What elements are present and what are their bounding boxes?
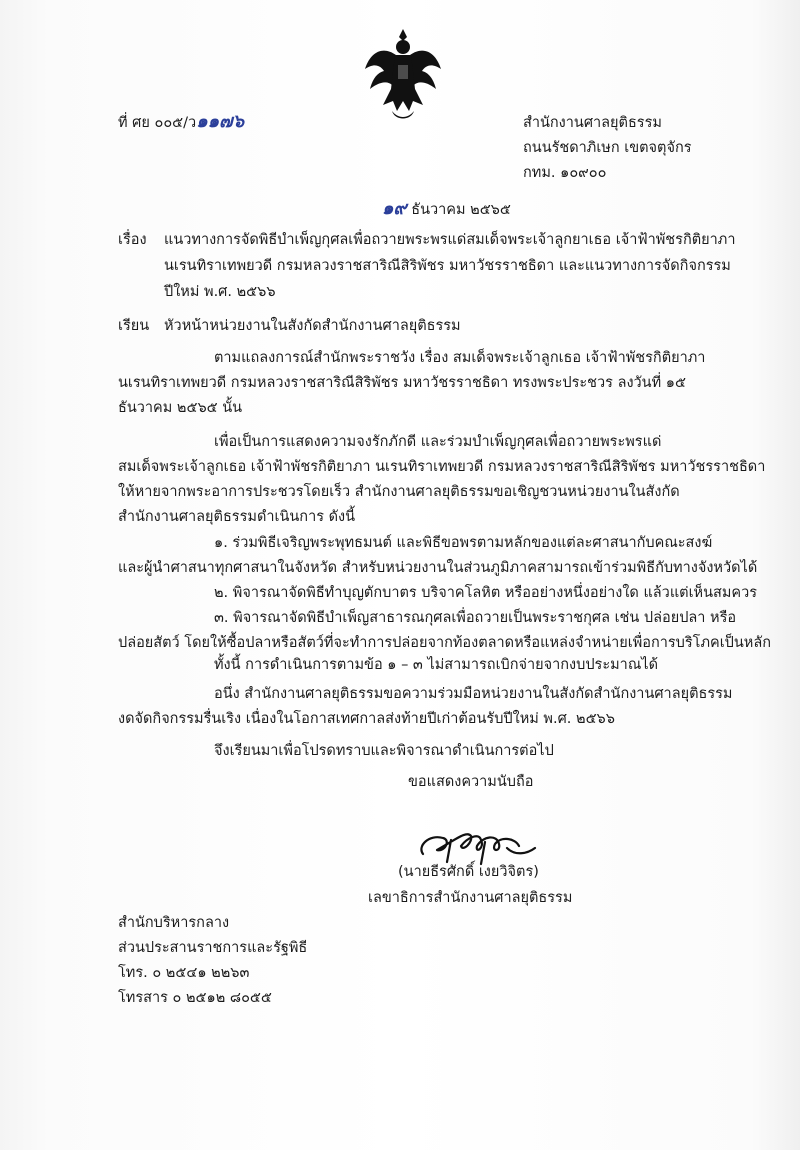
date-day-handwritten: ๑๙ bbox=[382, 198, 407, 219]
reference-prefix: ที่ ศย ๐๐๕/ว bbox=[118, 115, 197, 131]
date-month-year: ธันวาคม ๒๕๖๕ bbox=[411, 202, 511, 218]
reference-number-handwritten: ๑๑๗๖ bbox=[196, 111, 244, 132]
office-road: ถนนรัชดาภิเษก เขตจตุจักร bbox=[523, 140, 692, 156]
closing-line: จึงเรียนมาเพื่อโปรดทราบและพิจารณาดำเนินการต่อไป bbox=[214, 743, 554, 759]
reference-number bbox=[118, 112, 244, 133]
footer-unit: สำนักบริหารกลาง bbox=[118, 915, 230, 931]
office-name: สำนักงานศาลยุติธรรม bbox=[523, 115, 662, 131]
paragraph-line: งดจัดกิจกรรมรื่นเริง เนื่องในโอกาสเทศกาลส่งท้ายปีเก่าต้อนรับปีใหม่ พ.ศ. ๒๕๖๖ bbox=[118, 711, 615, 727]
paragraph-line: ให้หายจากพระอาการประชวรโดยเร็ว สำนักงานศาลยุติธรรมขอเชิญชวนหน่วยงานในสังกัด bbox=[118, 484, 680, 500]
recipient-text: หัวหน้าหน่วยงานในสังกัดสำนักงานศาลยุติธรรม bbox=[164, 318, 461, 334]
paragraph-line: ตามแถลงการณ์สำนักพระราชวัง เรื่อง สมเด็จพระเจ้าลูกเธอ เจ้าฟ้าพัชรกิติยาภา bbox=[214, 350, 706, 366]
recipient-label: เรียน bbox=[118, 318, 150, 334]
subject-line: ปีใหม่ พ.ศ. ๒๕๖๖ bbox=[164, 284, 276, 300]
footer-fax: โทรสาร ๐ ๒๕๑๒ ๘๐๕๕ bbox=[118, 990, 272, 1006]
subject-label: เรื่อง bbox=[118, 232, 147, 248]
footer-section: ส่วนประสานราชการและรัฐพิธี bbox=[118, 940, 308, 956]
signer-position: เลขาธิการสำนักงานศาลยุติธรรม bbox=[368, 890, 573, 906]
list-item: และผู้นำศาสนาทุกศาสนาในจังหวัด สำหรับหน่วยงานในส่วนภูมิภาคสามารถเข้าร่วมพิธีกับทางจังหวัดได้ bbox=[118, 560, 758, 576]
list-item: ปล่อยสัตว์ โดยให้ซื้อปลาหรือสัตว์ที่จะทำการปล่อยจากท้องตลาดหรือแหล่งจำหน่ายเพื่อการบริโภคเป็นหลัก bbox=[118, 635, 772, 651]
paragraph-line: สมเด็จพระเจ้าลูกเธอ เจ้าฟ้าพัชรกิติยาภา นเรนทิราเทพยวดี กรมหลวงราชสาริณีสิริพัชร มหาวัชรราชธิดา bbox=[118, 459, 766, 475]
list-item: ทั้งนี้ การดำเนินการตามข้อ ๑ – ๓ ไม่สามารถเบิกจ่ายจากงบประมาณได้ bbox=[214, 657, 658, 673]
list-item: ๑. ร่วมพิธีเจริญพระพุทธมนต์ และพิธีขอพรตามหลักของแต่ละศาสนากับคณะสงฆ์ bbox=[214, 535, 713, 551]
signature bbox=[415, 818, 545, 868]
signer-name: (นายธีรศักดิ์ เงยวิจิตร) bbox=[398, 864, 539, 880]
paragraph-line: สำนักงานศาลยุติธรรมดำเนินการ ดังนี้ bbox=[118, 509, 356, 525]
subject-line: แนวทางการจัดพิธีบำเพ็ญกุศลเพื่อถวายพระพรแด่สมเด็จพระเจ้าลูกยาเธอ เจ้าฟ้าพัชรกิติยาภา bbox=[164, 232, 736, 248]
subject-line: นเรนทิราเทพยวดี กรมหลวงราชสาริณีสิริพัชร มหาวัชรราชธิดา และแนวทางการจัดกิจกรรม bbox=[164, 258, 731, 274]
paragraph-line: ธันวาคม ๒๕๖๕ นั้น bbox=[118, 400, 243, 416]
letter-date bbox=[382, 199, 511, 220]
garuda-emblem bbox=[362, 25, 444, 125]
regards: ขอแสดงความนับถือ bbox=[408, 774, 534, 790]
paragraph-line: อนึ่ง สำนักงานศาลยุติธรรมขอความร่วมมือหน่วยงานในสังกัดสำนักงานศาลยุติธรรม bbox=[214, 686, 733, 702]
footer-phone: โทร. ๐ ๒๕๔๑ ๒๒๖๓ bbox=[118, 965, 250, 981]
office-postcode: กทม. ๑๐๙๐๐ bbox=[523, 165, 607, 181]
list-item: ๓. พิจารณาจัดพิธีบำเพ็ญสาธารณกุศลเพื่อถวายเป็นพระราชกุศล เช่น ปล่อยปลา หรือ bbox=[214, 610, 737, 626]
list-item: ๒. พิจารณาจัดพิธีทำบุญตักบาตร บริจาคโลหิต หรืออย่างหนึ่งอย่างใด แล้วแต่เห็นสมควร bbox=[214, 585, 758, 601]
paragraph-line: นเรนทิราเทพยวดี กรมหลวงราชสาริณีสิริพัชร มหาวัชรราชธิดา ทรงพระประชวร ลงวันที่ ๑๕ bbox=[118, 375, 686, 391]
paragraph-line: เพื่อเป็นการแสดงความจงรักภักดี และร่วมบำเพ็ญกุศลเพื่อถวายพระพรแด่ bbox=[214, 434, 662, 450]
